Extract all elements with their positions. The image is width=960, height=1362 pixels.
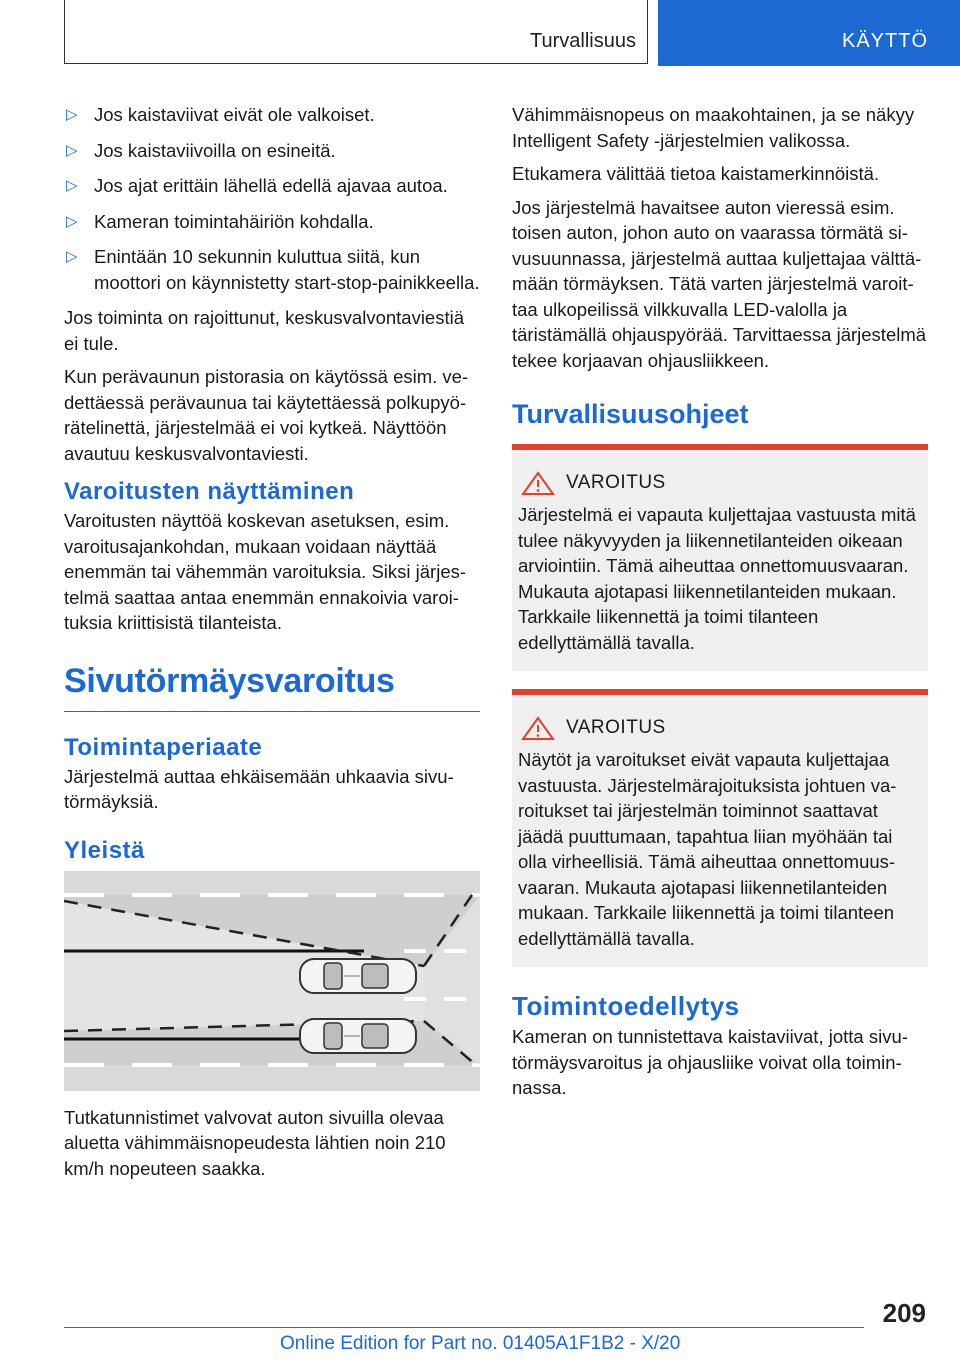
page-number: 209 bbox=[882, 1298, 926, 1328]
warning-box bbox=[512, 444, 928, 671]
header-chapter-label: KÄYTTÖ bbox=[841, 30, 928, 52]
list-item: ▷ Jos kaistaviivoilla on esineitä. bbox=[64, 138, 480, 164]
paragraph: Jos järjestelmä havaitsee auton vieressä esim. toisen auton, johon auto on vaarassa törmätä sivusuunnassa, järjestelmä auttaa kuljettajaa välttämään törmäyksen. Tätä varten järjestelmä varoittaa ulkopeilissä vilkkuvalla LED-valolla ja täristämällä ohjauspyörää. Tarvittaessa järjestelmä tekee korjaavan ohjausliikkeen. bbox=[512, 196, 927, 371]
warning-text: Näytöt ja varoitukset eivät vapauta kuljettajaa vastuusta. Järjestelmärajoituksista johtuen varoitukset tai järjestelmän toiminnot saattavat jäädä puuttumaan, tapahtua liian myöhään tai olla virheellisiä. Tämä aiheuttaa onnettomuusvaaran. Mukauta ajotapasi liikennetilanteiden mukaan. Tarkkaile liikennettä ja toimi tilanteen edellyttämällä tavalla. bbox=[518, 749, 897, 949]
section-heading-safety: Turvallisuusohjeet bbox=[512, 399, 749, 429]
list-item: ▷ Jos ajat erittäin lähellä edellä ajavaa autoa. bbox=[64, 173, 480, 199]
list-item: ▷ Jos kaistaviivat eivät ole valkoiset. bbox=[64, 102, 480, 128]
paragraph: Jos toiminta on rajoittunut, keskusvalvontaviestiä ei tule. bbox=[64, 307, 465, 354]
paragraph: Etukamera välittää tietoa kaistamerkinnöistä. bbox=[512, 163, 880, 184]
triangle-bullet-icon: ▷ bbox=[66, 212, 78, 230]
paragraph: Varoitusten näyttöä koskevan asetuksen, esim. varoitusajankohdan, mukaan voidaan näyttää enemmän tai vähemmän varoituksia. Siksi järjestelmä saattaa antaa enemmän ennakoivia varoituksia kriittisistä tilanteista. bbox=[64, 510, 467, 633]
warning-box bbox=[512, 689, 928, 967]
figure-caption: Tutkatunnistimet valvovat auton sivuilla olevaa aluetta vähimmäisnopeudesta lähtien noin 210 km/h nopeuteen saakka. bbox=[64, 1106, 446, 1179]
triangle-bullet-icon: ▷ bbox=[66, 106, 78, 123]
section-heading-warnings: Varoitusten näyttäminen bbox=[64, 478, 355, 505]
warning-title: VAROITUS bbox=[566, 472, 666, 493]
section-heading-general: Yleistä bbox=[64, 836, 145, 864]
right-column bbox=[512, 102, 928, 1109]
section-heading-requirements: Toimintoedellytys bbox=[512, 991, 740, 1021]
warning-title: VAROITUS bbox=[566, 717, 666, 738]
warning-triangle-icon bbox=[518, 715, 562, 741]
paragraph: Kameran on tunnistettava kaistaviivat, jotta sivutörmäysvaroitus ja ohjausliike voivat olla toiminnassa. bbox=[512, 1026, 908, 1098]
footer-divider bbox=[64, 1327, 864, 1328]
left-column bbox=[64, 102, 480, 1189]
warning-triangle-icon bbox=[518, 470, 562, 496]
section-heading-principle: Toimintaperiaate bbox=[64, 733, 263, 761]
paragraph: Kun perävaunun pistorasia on käytössä esim. vedettäessä perävaunua tai käytettäessä polkupyörätelinettä, järjestelmää ei voi kytkeä. Näyttöön avautuu keskusvalvontaviesti. bbox=[64, 366, 469, 464]
triangle-bullet-icon: ▷ bbox=[66, 141, 78, 159]
header-chapter-tab[interactable] bbox=[658, 0, 960, 66]
triangle-bullet-icon: ▷ bbox=[66, 177, 78, 194]
side-collision-diagram bbox=[64, 871, 480, 1091]
triangle-bullet-icon: ▷ bbox=[66, 248, 78, 265]
condition-list bbox=[64, 102, 480, 295]
chapter-title: Sivutörmäysvaroitus bbox=[64, 662, 480, 712]
header-section-title: Turvallisuus bbox=[530, 30, 636, 52]
list-item: ▷ Kameran toimintahäiriön kohdalla. bbox=[64, 209, 480, 235]
list-item: ▷ Enintään 10 sekunnin kuluttua siitä, kun moottori on käynnistetty start-stop-painikkeella. bbox=[66, 246, 480, 293]
warning-text: Järjestelmä ei vapauta kuljettajaa vastuusta mitä tulee näkyvyyden ja liikennetilanteiden oikeaan arviointiin. Tämä aiheuttaa onnettomuusvaaran. Mukauta ajotapasi liikennetilanteiden mukaan. Tarkkaile liikennettä ja toimi tilanteen edellyttämällä tavalla. bbox=[518, 504, 916, 653]
footer-edition-link[interactable]: Online Edition for Part no. 01405A1F1B2 - X/20 bbox=[280, 1333, 681, 1354]
paragraph: Järjestelmä auttaa ehkäisemään uhkaavia sivutörmäyksiä. bbox=[64, 765, 454, 812]
paragraph: Vähimmäisnopeus on maakohtainen, ja se näkyy Intelligent Safety -järjestelmien valikossa. bbox=[512, 104, 915, 151]
